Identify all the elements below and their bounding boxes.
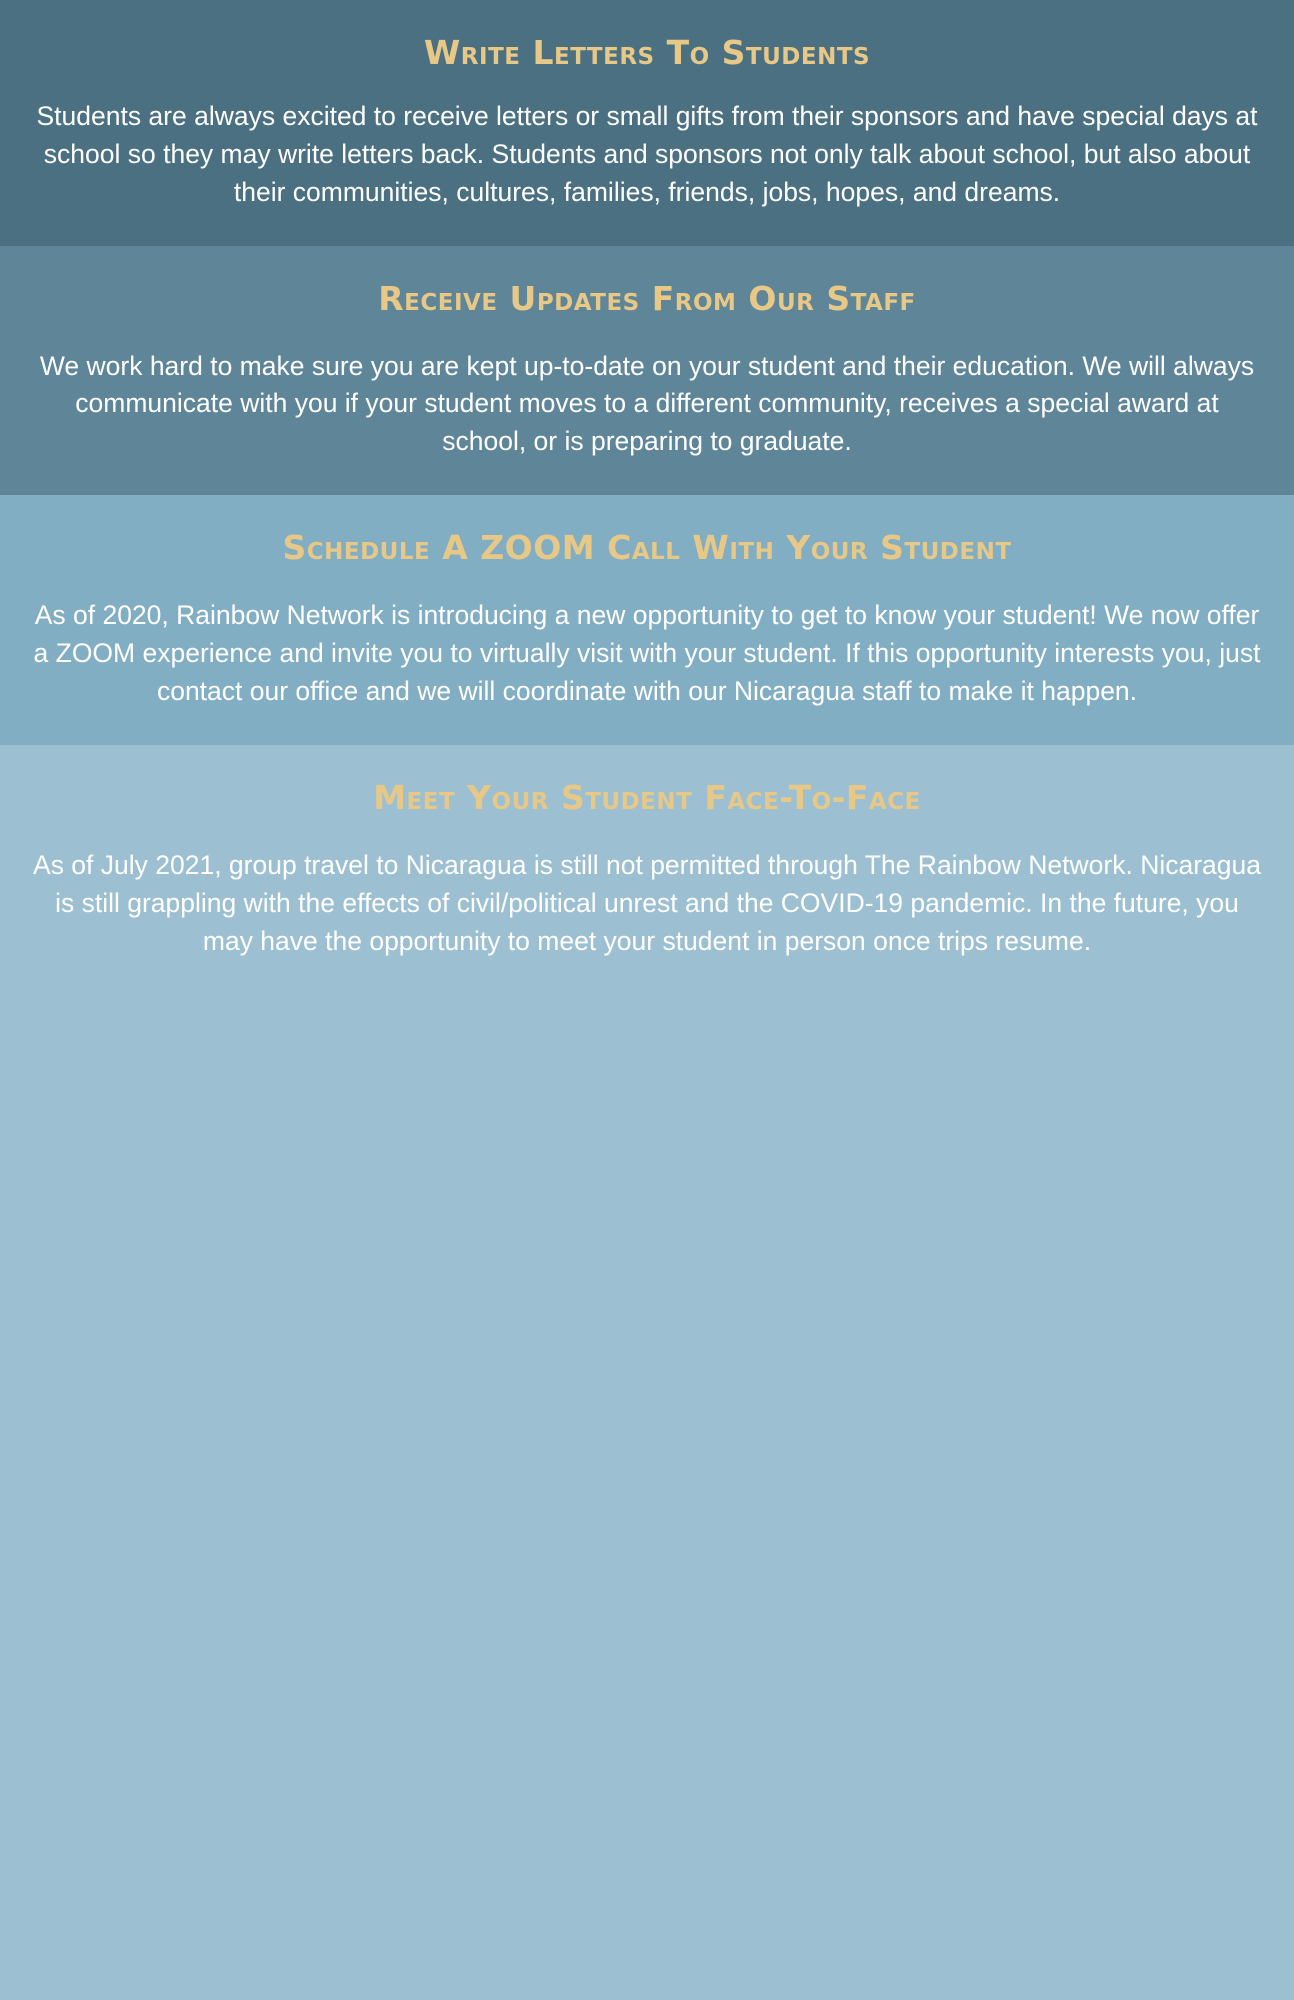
section-body: Students are always excited to receive letters or small gifts from their sponsors and have special days at school so they may write letters back. Students and sponsors not only talk about school, but also about their communities, cultures, families, friends, jobs, hopes, and dreams. (36, 100, 1258, 207)
section-meet-face-to-face (0, 745, 1294, 995)
section-body: As of July 2021, group travel to Nicaragua is still not permitted through The Rainbow Network. Nicaragua is still grappling with the effects of civil/political unrest and the COVID-19 pandemic. In the future, you may have the opportunity to meet your student in person once trips resume. (33, 849, 1261, 956)
section-schedule-zoom-call (0, 495, 1294, 745)
section-body: We work hard to make sure you are kept up-to-date on your student and their education. We will always communicate with you if your student moves to a different community, receives a special award at school, or is preparing to graduate. (39, 350, 1255, 457)
page-bottom-filler (0, 994, 1294, 2000)
section-write-letters (0, 0, 1294, 246)
section-title: Write Letters To Students (423, 33, 871, 72)
section-body: As of 2020, Rainbow Network is introducing a new opportunity to get to know your student! We now offer a ZOOM experience and invite you to virtually visit with your student. If this opportunity interests you, just contact our office and we will coordinate with our Nicaragua staff to make it happen. (33, 600, 1261, 706)
section-receive-updates (0, 246, 1294, 496)
section-title: Receive Updates From Our Staff (378, 278, 916, 318)
section-title: Schedule A ZOOM Call With Your Student (282, 528, 1012, 568)
section-title: Meet Your Student Face-To-Face (373, 777, 921, 817)
